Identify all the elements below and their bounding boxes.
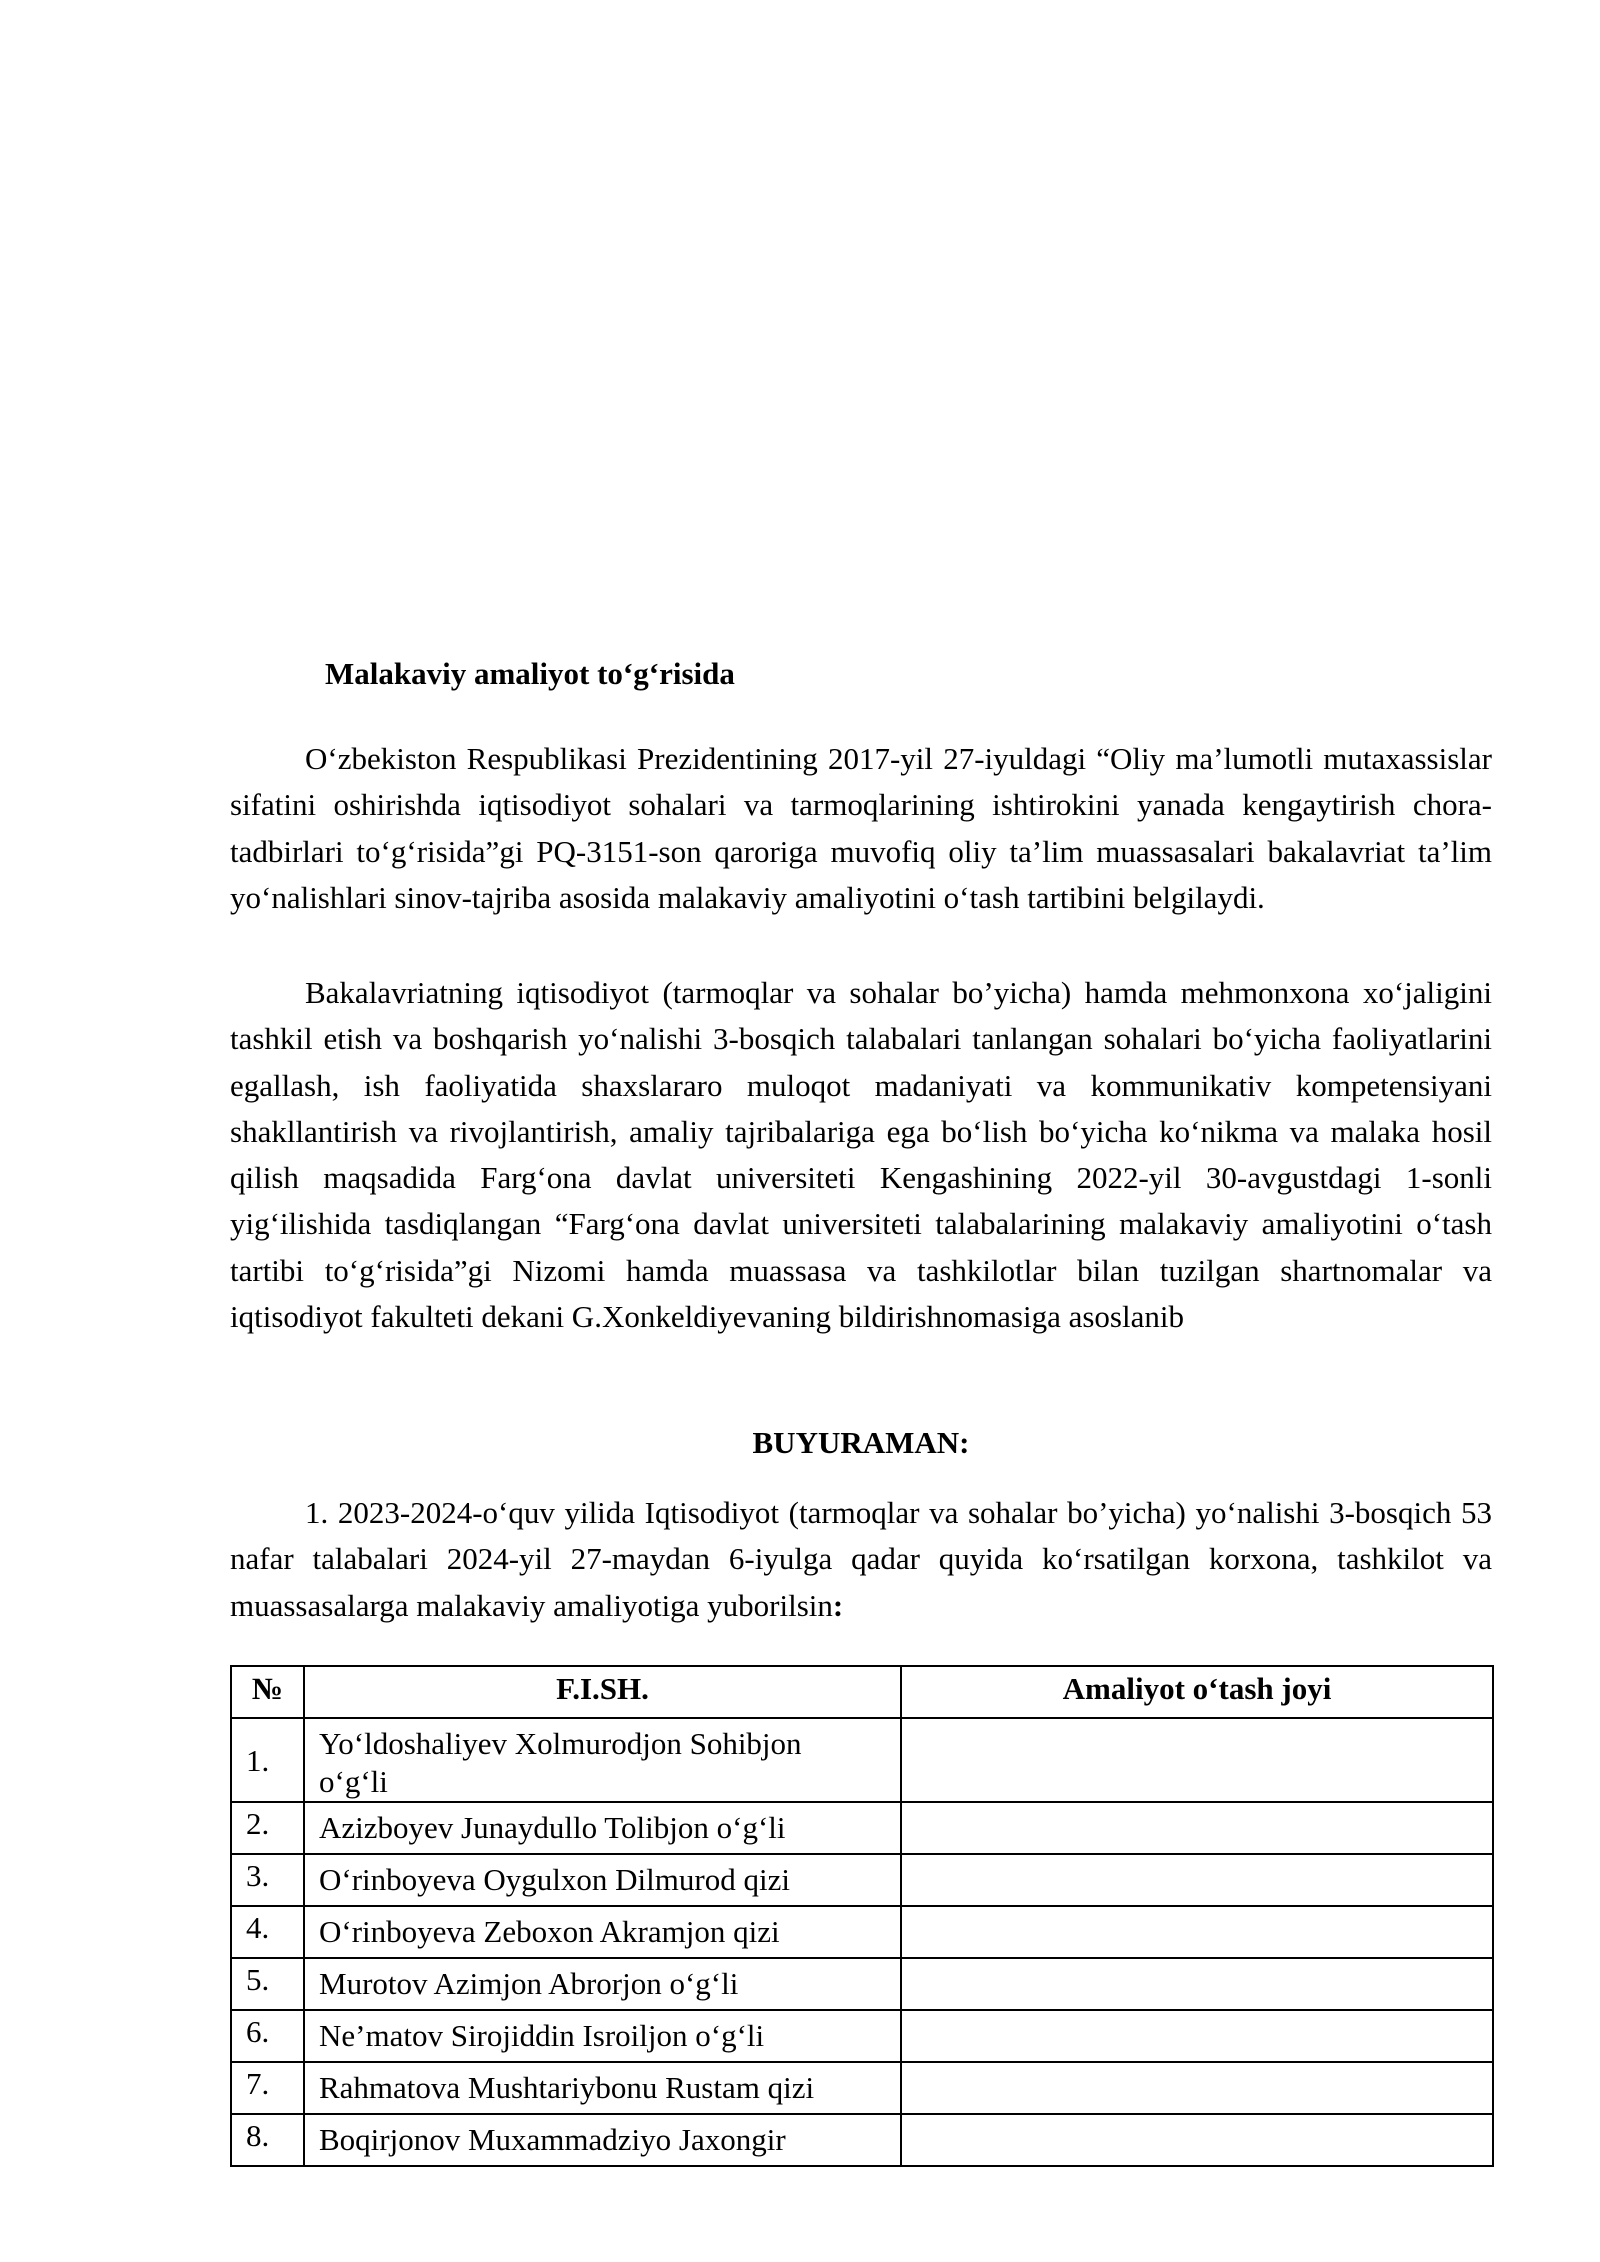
row-number: 5.: [231, 1958, 304, 2010]
row-number: 2.: [231, 1802, 304, 1854]
table-row: [231, 2114, 1493, 2166]
order-heading: BUYURAMAN:: [752, 1425, 970, 1460]
practice-place-cell: [901, 1958, 1493, 2010]
header-practice-place: Amaliyot o‘tash joyi: [901, 1666, 1493, 1718]
table-header-row: [231, 1666, 1493, 1718]
header-number: №: [231, 1666, 304, 1718]
student-name: [304, 1718, 901, 1802]
student-name: Azizboyev Junaydullo Tolibjon o‘g‘li: [304, 1802, 901, 1854]
students-table: [230, 1665, 1494, 2167]
table-row: [231, 1906, 1493, 1958]
order-item-1-colon: :: [832, 1587, 844, 1623]
student-name-line1: Yo‘ldoshaliyev Xolmurodjon Sohibjon: [319, 1726, 802, 1761]
student-name: O‘rinboyeva Oygulxon Dilmurod qizi: [304, 1854, 901, 1906]
student-name: Murotov Azimjon Abrorjon o‘g‘li: [304, 1958, 901, 2010]
table-row: [231, 1802, 1493, 1854]
practice-place-cell: [901, 1854, 1493, 1906]
student-name: O‘rinboyeva Zeboxon Akramjon qizi: [304, 1906, 901, 1958]
practice-place-cell: [901, 2114, 1493, 2166]
student-name: Ne’matov Sirojiddin Isroiljon o‘g‘li: [304, 2010, 901, 2062]
order-item-1: [230, 1490, 1492, 1629]
document-title: Malakaviy amaliyot to‘g‘risida: [325, 656, 735, 691]
row-number: 7.: [231, 2062, 304, 2114]
order-item-1-text: 1. 2023-2024-o‘quv yilida Iqtisodiyot (tarmoqlar va sohalar bo’yicha) yo‘nalishi 3-bosqich 53 nafar talabalari 2024-yil 27-maydan 6-iyulga qadar quyida ko‘rsatilgan korxona, tashkilot va muassasalarga malakaviy amaliyotiga yuborilsin: [230, 1495, 1492, 1623]
row-number: 4.: [231, 1906, 304, 1958]
practice-place-cell: [901, 2062, 1493, 2114]
practice-place-cell: [901, 1802, 1493, 1854]
practice-place-cell: [901, 2010, 1493, 2062]
practice-place-cell: [901, 1906, 1493, 1958]
student-name: Rahmatova Mushtariybonu Rustam qizi: [304, 2062, 901, 2114]
paragraph-basis: Bakalavriatning iqtisodiyot (tarmoqlar va sohalar bo’yicha) hamda mehmonxona xo‘jaligini tashkil etish va boshqarish yo‘nalishi 3-bosqich talabalari tanlangan sohalari bo‘yicha faoliyatlarini egallash, ish faoliyatida shaxslararo muloqot madaniyati va kommunikativ kompetensiyani shakllantirish va rivojlantirish, amaliy tajribalariga ega bo‘lish bo‘yicha ko‘nikma va malaka hosil qilish maqsadida Farg‘ona davlat universiteti Kengashining 2022-yil 30-avgustdagi 1-sonli yig‘ilishida tasdiqlangan “Farg‘ona davlat universiteti talabalarining malakaviy amaliyotini o‘tash tartibi to‘g‘risida”gi Nizomi hamda muassasa va tashkilotlar bilan tuzilgan shartnomalar va iqtisodiyot fakulteti dekani G.Xonkeldiyevaning bildirishnomasiga asoslanib: [230, 975, 1492, 1335]
student-name-line2: o‘g‘li: [319, 1764, 388, 1799]
header-full-name: F.I.SH.: [304, 1666, 901, 1718]
practice-place-cell: [901, 1718, 1493, 1802]
table-row: [231, 1718, 1493, 1802]
row-number: 6.: [231, 2010, 304, 2062]
table-row: [231, 2062, 1493, 2114]
row-number: 1.: [231, 1718, 304, 1802]
table-row: [231, 1958, 1493, 2010]
student-name: Boqirjonov Muxammadziyo Jaxongir: [304, 2114, 901, 2166]
paragraph-preamble: O‘zbekiston Respublikasi Prezidentining 2017-yil 27-iyuldagi “Oliy ma’lumotli mutaxassislar sifatini oshirishda iqtisodiyot sohalari va tarmoqlarining ishtirokini yanada kengaytirish chora-tadbirlari to‘g‘risida”gi PQ-3151-son qaroriga muvofiq oliy ta’lim muassasalari bakalavriat ta’lim yo‘nalishlari sinov-tajriba asosida malakaviy amaliyotini o‘tash tartibini belgilaydi.: [230, 741, 1492, 915]
table-row: [231, 1854, 1493, 1906]
table-row: [231, 2010, 1493, 2062]
row-number: 8.: [231, 2114, 304, 2166]
row-number: 3.: [231, 1854, 304, 1906]
